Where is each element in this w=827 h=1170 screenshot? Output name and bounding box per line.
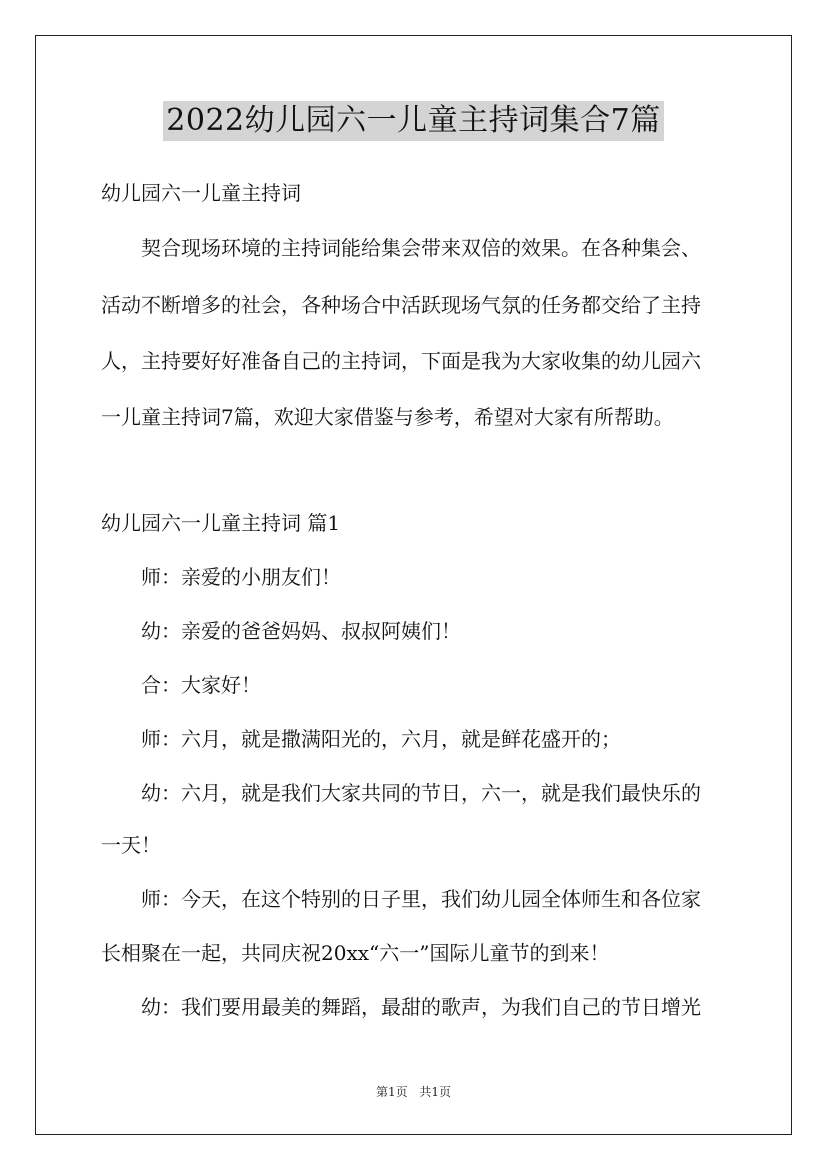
dialogue-line-6: 一天！ [101,833,161,857]
intro-line-4: 一儿童主持词7篇，欢迎大家借鉴与参考，希望对大家有所帮助。 [101,405,674,429]
intro-line-1: 契合现场环境的主持词能给集会带来双倍的效果。在各种集会、 [141,236,701,260]
section-heading-2: 幼儿园六一儿童主持词 篇1 [101,511,341,535]
document-title: 2022幼儿园六一儿童主持词集合7篇 [163,101,663,141]
intro-line-2: 活动不断增多的社会，各种场合中活跃现场气氛的任务都交给了主持 [101,293,701,317]
dialogue-line-8: 长相聚在一起，共同庆祝20xx“六一”国际儿童节的到来！ [101,941,610,965]
title-container [0,101,827,141]
intro-line-3: 人，主持要好好准备自己的主持词，下面是我为大家收集的幼儿园六 [101,349,701,373]
dialogue-line-2: 幼：亲爱的爸爸妈妈、叔叔阿姨们！ [141,619,461,643]
dialogue-line-5: 幼：六月，就是我们大家共同的节日，六一，就是我们最快乐的 [141,781,701,805]
dialogue-line-3: 合：大家好！ [141,673,261,697]
dialogue-line-9: 幼：我们要用最美的舞蹈，最甜的歌声，为我们自己的节日增光 [141,995,701,1019]
dialogue-line-4: 师：六月，就是撒满阳光的，六月，就是鲜花盛开的； [141,727,621,751]
page-number: 第1页 [375,1085,408,1099]
section-heading-1: 幼儿园六一儿童主持词 [101,181,301,205]
page-total: 共1页 [419,1085,452,1099]
dialogue-line-7: 师：今天，在这个特别的日子里，我们幼儿园全体师生和各位家 [141,887,701,911]
dialogue-line-1: 师：亲爱的小朋友们！ [141,565,341,589]
page-footer [0,1084,827,1100]
